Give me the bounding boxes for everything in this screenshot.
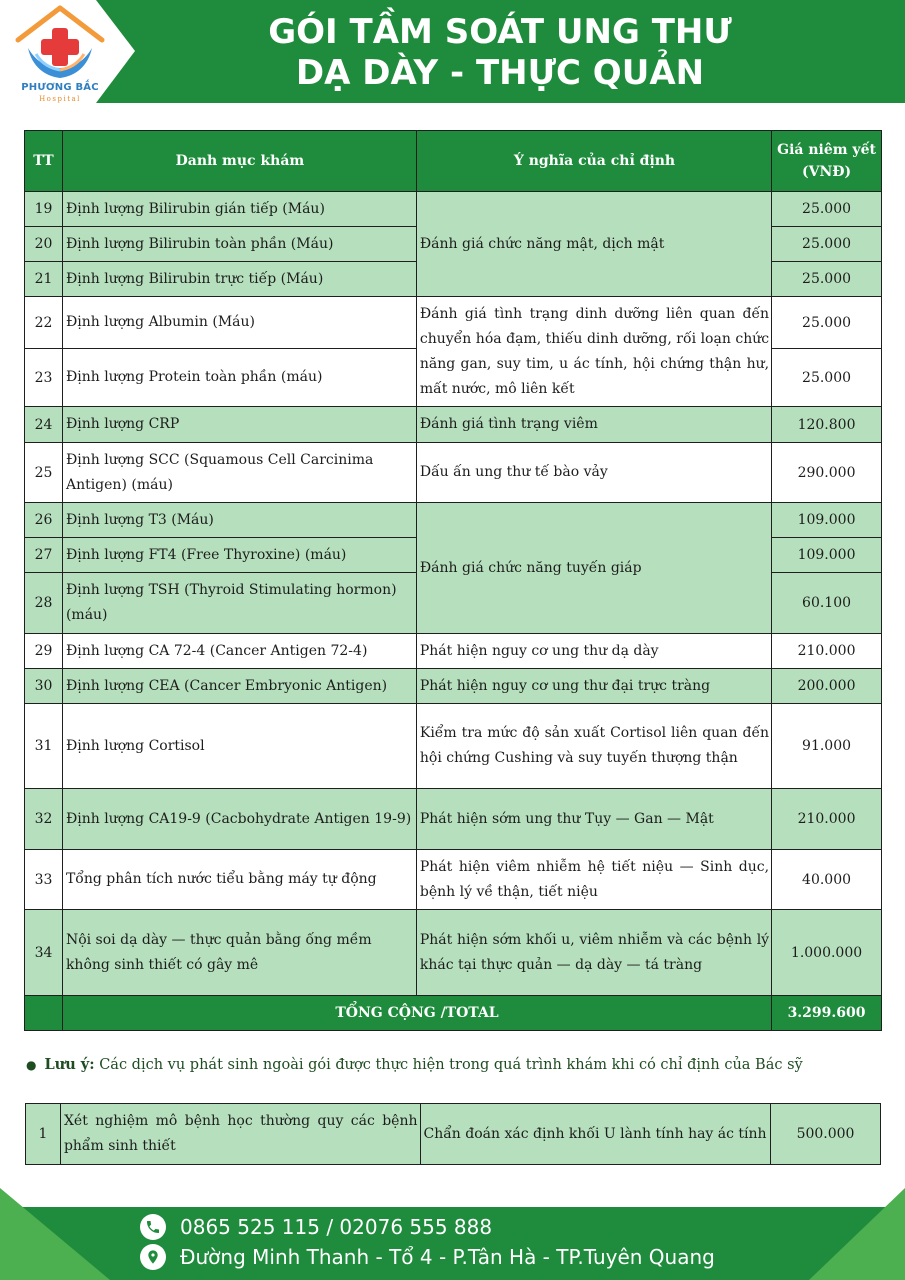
row-meaning: Phát hiện nguy cơ ung thư đại trực tràng <box>416 669 771 704</box>
row-meaning: Đánh giá tình trạng viêm <box>416 407 771 443</box>
header-price-line-1: Giá niêm yết <box>777 142 876 158</box>
table-row <box>25 503 882 538</box>
table-row <box>25 669 882 704</box>
note-text: Các dịch vụ phát sinh ngoài gói được thực hiện trong quá trình khám khi có chỉ định của Bác sỹ <box>99 1057 803 1073</box>
row-name: Định lượng Bilirubin trực tiếp (Máu) <box>62 262 416 297</box>
location-pin-icon <box>140 1244 166 1270</box>
logo-house-hands-icon <box>14 4 106 88</box>
row-meaning: Dấu ấn ung thư tế bào vảy <box>416 443 771 503</box>
page-title <box>195 12 805 94</box>
row-name: Xét nghiệm mô bệnh học thường quy các bệnh phẩm sinh thiết <box>60 1104 420 1165</box>
table-row <box>25 910 882 996</box>
phone-text: 0865 525 115 / 02076 555 888 <box>180 1215 493 1239</box>
total-blank-cell <box>25 996 63 1031</box>
row-name: Định lượng Bilirubin toàn phần (Máu) <box>62 227 416 262</box>
row-tt: 31 <box>25 704 63 789</box>
row-name: Định lượng CA 72-4 (Cancer Antigen 72-4) <box>62 634 416 669</box>
row-price: 40.000 <box>772 850 882 910</box>
table-row <box>25 634 882 669</box>
row-name: Định lượng Protein toàn phần (máu) <box>62 349 416 407</box>
row-meaning: Phát hiện viêm nhiễm hệ tiết niệu — Sinh dục, bệnh lý về thận, tiết niệu <box>416 850 771 910</box>
row-price: 60.100 <box>772 573 882 634</box>
row-meaning: Phát hiện nguy cơ ung thư dạ dày <box>416 634 771 669</box>
bullet-icon: ● <box>26 1058 37 1072</box>
row-price: 500.000 <box>771 1104 881 1165</box>
table-row <box>25 443 882 503</box>
table-row <box>25 850 882 910</box>
table-row <box>25 704 882 789</box>
row-name: Tổng phân tích nước tiểu bằng máy tự động <box>62 850 416 910</box>
row-name: Định lượng TSH (Thyroid Stimulating hormon) (máu) <box>62 573 416 634</box>
row-price: 109.000 <box>772 538 882 573</box>
row-name: Định lượng CRP <box>62 407 416 443</box>
row-meaning: Kiểm tra mức độ sản xuất Cortisol liên quan đến hội chứng Cushing và suy tuyến thượng thận <box>416 704 771 789</box>
row-tt: 1 <box>26 1104 61 1165</box>
row-meaning: Phát hiện sớm ung thư Tụy — Gan — Mật <box>416 789 771 850</box>
note <box>26 1056 886 1073</box>
total-row <box>25 996 882 1031</box>
row-price: 120.800 <box>772 407 882 443</box>
footer-address <box>140 1244 715 1270</box>
address-text: Đường Minh Thanh - Tổ 4 - P.Tân Hà - TP.Tuyên Quang <box>180 1245 715 1269</box>
row-price: 25.000 <box>772 227 882 262</box>
row-tt: 33 <box>25 850 63 910</box>
table-row <box>26 1104 881 1165</box>
table-row <box>25 297 882 349</box>
logo-name: PHƯƠNG BẮC <box>21 82 99 93</box>
row-meaning: Phát hiện sớm khối u, viêm nhiễm và các bệnh lý khác tại thực quản — dạ dày — tá tràng <box>416 910 771 996</box>
row-price: 290.000 <box>772 443 882 503</box>
total-label: TỔNG CỘNG /TOTAL <box>62 996 771 1031</box>
row-tt: 21 <box>25 262 63 297</box>
row-tt: 28 <box>25 573 63 634</box>
row-name: Nội soi dạ dày — thực quản bằng ống mềm không sinh thiết có gây mê <box>62 910 416 996</box>
header-meaning: Ý nghĩa của chỉ định <box>416 131 771 192</box>
row-tt: 30 <box>25 669 63 704</box>
row-meaning: Đánh giá chức năng tuyến giáp <box>416 503 771 634</box>
row-tt: 26 <box>25 503 63 538</box>
row-name: Định lượng SCC (Squamous Cell Carcinima Antigen) (máu) <box>62 443 416 503</box>
row-tt: 22 <box>25 297 63 349</box>
row-price: 91.000 <box>772 704 882 789</box>
row-name: Định lượng Albumin (Máu) <box>62 297 416 349</box>
row-price: 200.000 <box>772 669 882 704</box>
row-price: 109.000 <box>772 503 882 538</box>
table-row <box>25 192 882 227</box>
logo-subtitle: Hospital <box>39 95 81 103</box>
row-price: 25.000 <box>772 262 882 297</box>
row-tt: 29 <box>25 634 63 669</box>
row-tt: 34 <box>25 910 63 996</box>
table-row <box>25 789 882 850</box>
row-tt: 27 <box>25 538 63 573</box>
row-meaning: Chẩn đoán xác định khối U lành tính hay ác tính <box>420 1104 771 1165</box>
row-price: 25.000 <box>772 349 882 407</box>
row-tt: 23 <box>25 349 63 407</box>
row-name: Định lượng FT4 (Free Thyroxine) (máu) <box>62 538 416 573</box>
row-name: Định lượng Cortisol <box>62 704 416 789</box>
row-tt: 25 <box>25 443 63 503</box>
header-name: Danh mục khám <box>62 131 416 192</box>
row-tt: 20 <box>25 227 63 262</box>
row-meaning: Đánh giá tình trạng dinh dưỡng liên quan đến chuyển hóa đạm, thiếu dinh dưỡng, rối loạn chức năng gan, suy tim, u ác tính, hội chứng thận hư, mất nước, mô liên kết <box>416 297 771 407</box>
extra-services-table <box>25 1103 881 1165</box>
header-price <box>772 131 882 192</box>
phone-icon <box>140 1214 166 1240</box>
row-price: 210.000 <box>772 789 882 850</box>
note-label: Lưu ý: <box>44 1056 95 1073</box>
row-name: Định lượng T3 (Máu) <box>62 503 416 538</box>
row-price: 210.000 <box>772 634 882 669</box>
row-name: Định lượng CEA (Cancer Embryonic Antigen) <box>62 669 416 704</box>
row-tt: 19 <box>25 192 63 227</box>
row-name: Định lượng CA19-9 (Cacbohydrate Antigen 19-9) <box>62 789 416 850</box>
header-price-line-2: (VNĐ) <box>801 164 852 180</box>
row-name: Định lượng Bilirubin gián tiếp (Máu) <box>62 192 416 227</box>
footer-phone <box>140 1214 492 1240</box>
table-row <box>25 407 882 443</box>
row-price: 25.000 <box>772 297 882 349</box>
title-line-2: DẠ DÀY - THỰC QUẢN <box>295 53 705 93</box>
row-tt: 32 <box>25 789 63 850</box>
total-value: 3.299.600 <box>772 996 882 1031</box>
row-price: 1.000.000 <box>772 910 882 996</box>
title-line-1: GÓI TẦM SOÁT UNG THƯ <box>268 12 732 52</box>
header-tt: TT <box>25 131 63 192</box>
row-meaning: Đánh giá chức năng mật, dịch mật <box>416 192 771 297</box>
row-price: 25.000 <box>772 192 882 227</box>
package-table <box>24 130 882 1031</box>
row-tt: 24 <box>25 407 63 443</box>
table-header-row <box>25 131 882 192</box>
